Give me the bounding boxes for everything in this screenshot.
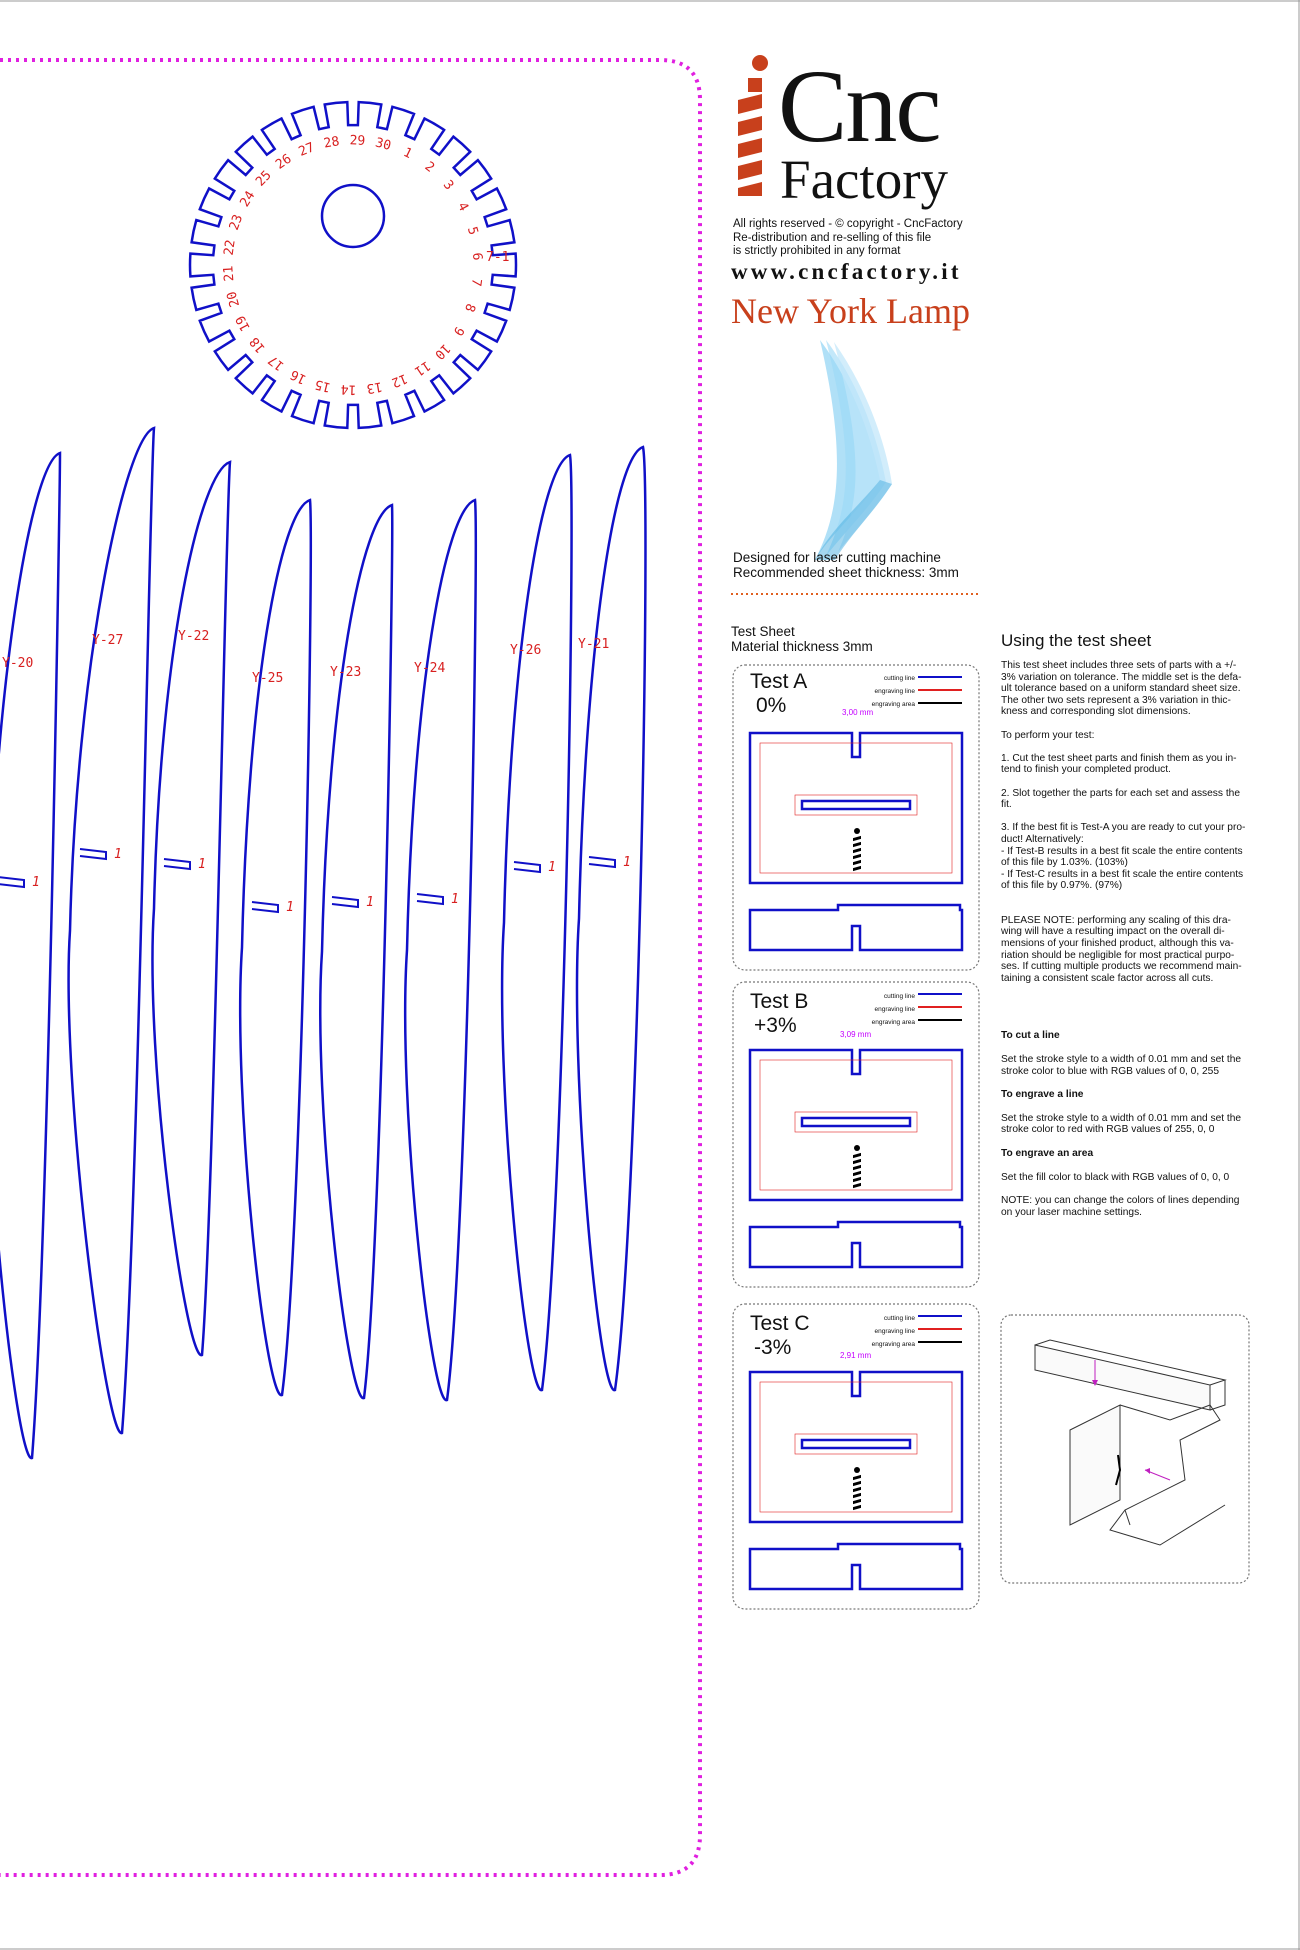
test-tab-part [750, 1544, 962, 1589]
dial-label: 13 [365, 378, 384, 396]
dial-label: 1 [400, 145, 415, 163]
dial-label: 30 [373, 135, 393, 154]
legend-engraving-area: engraving area [871, 1341, 915, 1348]
engrave-logo-mark [853, 828, 861, 871]
cut-title: To cut a line [1001, 1030, 1060, 1042]
legend-cutting: cutting line [883, 1315, 915, 1322]
para-step2: 2. Slot together the parts for each set and assess the fit. [1001, 787, 1240, 811]
brand-cnc: Cnc [778, 49, 940, 164]
rib-outline [577, 447, 645, 1390]
dial-label: 8 [461, 301, 478, 314]
dial-label: 2 [421, 159, 438, 176]
dial-label: 10 [431, 340, 453, 363]
rib-part [152, 462, 230, 1355]
rib-slot [0, 877, 24, 887]
dial-label: 25 [253, 167, 275, 190]
dial-label: 3 [439, 177, 457, 194]
dial-label: 28 [322, 134, 341, 152]
test-slot [802, 1118, 910, 1126]
designed-line: Recommended sheet thickness: 3mm [733, 565, 959, 580]
engrave-slot-frame [795, 1434, 917, 1454]
test-sets [733, 665, 979, 1609]
designed-note [733, 550, 959, 580]
designed-line: Designed for laser cutting machine [733, 550, 941, 565]
rib-label: Y-25 [252, 671, 284, 686]
para-step3: 3. If the best fit is Test-A you are ready to cut your pro- duct! Alternatively: - If Test-B results in a best fit scale the entire contents of this file by 1.03%. (103%) - If Test-C results in a best fit scale the entire contents of this file by 0.97%. (97%) [1001, 822, 1246, 892]
dial-label: 22 [221, 238, 239, 257]
engrave-slot-frame [795, 795, 917, 815]
test-tab-part [750, 905, 962, 950]
test-a-dimension: 3,00 mm [842, 708, 874, 717]
dial-label: 17 [265, 351, 288, 374]
legend-cutting: cutting line [883, 675, 915, 682]
legend-engraving-line: engraving line [874, 688, 915, 695]
test-c-legend [855, 1312, 915, 1351]
rib-part [320, 505, 392, 1398]
dial-label: 29 [349, 133, 366, 149]
rib-part [405, 500, 476, 1400]
rib-outline [152, 462, 230, 1355]
test-pct: +3% [754, 1014, 797, 1037]
dial-label: 4 [454, 199, 471, 214]
rib-part [502, 455, 571, 1390]
rib-outline [405, 500, 476, 1400]
rib-label: Y-23 [330, 665, 362, 680]
rib-slot-label: 1 [623, 855, 631, 870]
dial-label: 24 [237, 188, 259, 210]
test-sheet-subtitle: Material thickness 3mm [731, 639, 873, 654]
dial-label: 20 [224, 289, 244, 309]
rib-slot-label: 1 [114, 847, 122, 862]
dial-label: 23 [226, 212, 247, 233]
dial-extra-label: 7-1 [486, 250, 510, 265]
rib-part [69, 428, 154, 1433]
logo-mark [738, 55, 768, 196]
rib-slot-label: 1 [548, 860, 556, 875]
rib-part [0, 453, 60, 1458]
legend-engraving-line: engraving line [874, 1006, 915, 1013]
engrave-area-text: Set the fill color to black with RGB values of 0, 0, 0 [1001, 1171, 1230, 1183]
para-note-scaling: PLEASE NOTE: performing any scaling of this dra- wing will have a resulting impact on the overall di- mensions of your finished product, although this va- riation should be negligible for most practical purpo- ses. If cutting multiple products we recommend main- taining a consistent scale factor across all cuts. [1001, 914, 1242, 984]
rib-part [577, 447, 645, 1390]
rib-outline [69, 428, 154, 1433]
rib-slot-label: 1 [32, 875, 40, 890]
rib-slot-label: 1 [451, 892, 459, 907]
dial-label: 6 [468, 252, 485, 261]
ribs-group [0, 428, 645, 1458]
dial-label: 12 [389, 370, 410, 390]
rib-label: Y-22 [178, 629, 210, 644]
rights-line: is strictly prohibited in any format [733, 245, 901, 257]
dial-label: 18 [247, 333, 269, 356]
test-sheet-title: Test Sheet [731, 624, 795, 639]
rib-label: Y-20 [2, 656, 34, 671]
brand-factory: Factory [780, 149, 949, 210]
rib-outline [0, 453, 60, 1458]
engrave-logo-mark [853, 1467, 861, 1510]
legend-cutting: cutting line [883, 993, 915, 1000]
dial-label: 14 [340, 381, 357, 397]
para-perform: To perform your test: [1001, 729, 1095, 741]
lamp-illustration [815, 340, 892, 560]
dial-label: 9 [449, 323, 467, 339]
test-b-title [750, 990, 808, 1038]
rib-label: Y-26 [510, 643, 542, 658]
cut-text: Set the stroke style to a width of 0.01 mm and set the stroke color to blue with RGB values of 0, 0, 255 [1001, 1054, 1242, 1077]
test-tab-part [750, 1222, 962, 1267]
dial-label: 21 [221, 265, 238, 282]
instructions [1001, 660, 1251, 1230]
engrave-slot-frame [795, 1112, 917, 1132]
dial-label: 26 [273, 151, 295, 173]
engrave-logo-mark [853, 1145, 861, 1188]
dial-label: 16 [288, 366, 309, 387]
para-intro: This test sheet includes three sets of parts with a +/- 3% variation on tolerance. The middle set is the defa- ult tolerance based on a uniform standard sheet size. The other two sets represent a 3% variation in thic- kness and corresponding slot dimensions. [1001, 660, 1242, 718]
dial-part [190, 102, 516, 428]
rib-slot [417, 894, 443, 904]
test-b-dimension: 3,09 mm [840, 1030, 872, 1039]
rib-label: Y-21 [578, 637, 610, 652]
legend-engraving-line: engraving line [874, 1328, 915, 1335]
rib-slot [164, 859, 190, 869]
dial-center-hole [322, 185, 384, 247]
rib-slot-label: 1 [286, 900, 294, 915]
rib-slot [80, 849, 106, 859]
para-step1: 1. Cut the test sheet parts and finish them as you in- tend to finish your completed product. [1001, 752, 1237, 776]
test-pct: -3% [754, 1336, 792, 1359]
dial-label: 7 [467, 277, 484, 288]
rib-label: Y-27 [92, 633, 124, 648]
colors-note: NOTE: you can change the colors of lines depending on your laser machine settings. [1001, 1195, 1240, 1218]
rib-outline [320, 505, 392, 1398]
product-title: New York Lamp [731, 291, 970, 331]
test-name: Test B [750, 990, 809, 1013]
assembly-illustration [1035, 1340, 1225, 1545]
rib-part [240, 500, 311, 1395]
test-b-legend [855, 990, 915, 1029]
dial-outline [190, 102, 516, 428]
rib-label: Y-24 [414, 661, 446, 676]
rib-slot [252, 902, 278, 912]
rib-slot [589, 857, 615, 867]
test-sheet-heading [731, 624, 873, 654]
rights-notice [733, 218, 963, 259]
test-name: Test C [750, 1312, 810, 1335]
rights-line: All rights reserved - © copyright - CncFactory [733, 218, 963, 230]
legend-engraving-area: engraving area [871, 701, 915, 708]
engrave-line-text: Set the stroke style to a width of 0.01 mm and set the stroke color to red with RGB values of 255, 0, 0 [1001, 1112, 1242, 1136]
legend-engraving-area: engraving area [871, 1019, 915, 1026]
dial-label: 19 [233, 312, 254, 334]
test-pct: 0% [756, 694, 787, 717]
sheet-border [0, 60, 700, 1875]
rib-slot [514, 862, 540, 872]
dial-label: 27 [296, 140, 317, 160]
using-title: Using the test sheet [1001, 631, 1152, 650]
rib-slot [332, 897, 358, 907]
dial-label: 11 [411, 357, 433, 379]
rib-slot-label: 1 [198, 857, 206, 872]
test-c-dimension: 2,91 mm [840, 1351, 872, 1360]
test-a-title [750, 670, 807, 718]
rights-line: Re-distribution and re-selling of this file [733, 231, 932, 244]
dial-label: 5 [463, 225, 481, 237]
engrave-area-title: To engrave an area [1001, 1148, 1094, 1159]
dial-label: 15 [313, 376, 333, 395]
test-slot [802, 1440, 910, 1448]
rib-slot-label: 1 [366, 895, 374, 910]
test-c-title [750, 1312, 810, 1360]
test-slot [802, 801, 910, 809]
rib-outline [240, 500, 311, 1395]
engrave-line-title: To engrave a line [1001, 1089, 1084, 1101]
rib-outline [502, 455, 571, 1390]
website[interactable]: www.cncfactory.it [731, 259, 962, 284]
test-a-legend [855, 672, 915, 711]
test-name: Test A [750, 670, 808, 693]
